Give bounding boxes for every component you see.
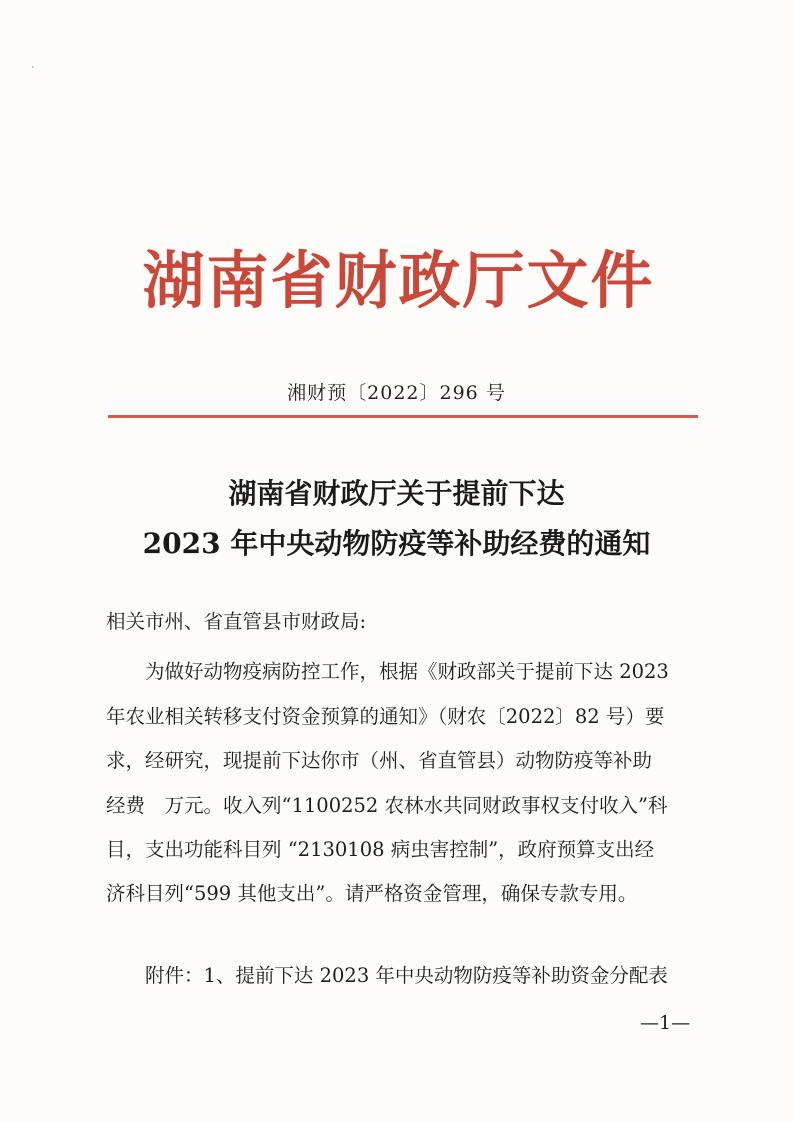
red-divider-line — [108, 415, 698, 418]
salutation: 相关市州、省直管县市财政局: — [106, 610, 367, 633]
masthead-title: 湖南省财政厅文件 — [142, 244, 655, 317]
body-line: 经费 万元。收入列“1100252 农林水共同财政事权支付收入”科 — [106, 794, 668, 817]
document-number: 湘财预〔2022〕296 号 — [287, 382, 506, 404]
body-line: 求，经研究，现提前下达你市（州、省直管县）动物防疫等补助 — [106, 749, 653, 772]
attachment-line: 附件：1、提前下达 2023 年中央动物防疫等补助资金分配表 — [145, 964, 668, 987]
document-title-line-2: 2023 年中央动物防疫等补助经费的通知 — [142, 527, 651, 560]
body-line: 为做好动物疫病防控工作，根据《财政部关于提前下达 2023 — [145, 660, 669, 683]
body-line: 年农业相关转移支付资金预算的通知》（财农〔2022〕82 号）要 — [106, 705, 665, 728]
page-number: —1— — [640, 1012, 691, 1034]
scan-speck — [32, 66, 34, 68]
body-line: 目，支出功能科目列 “2130108 病虫害控制”，政府预算支出经 — [106, 838, 655, 861]
document-title-line-1: 湖南省财政厅关于提前下达 — [228, 477, 565, 510]
body-line: 济科目列“599 其他支出”。请严格资金管理，确保专款专用。 — [106, 882, 638, 905]
